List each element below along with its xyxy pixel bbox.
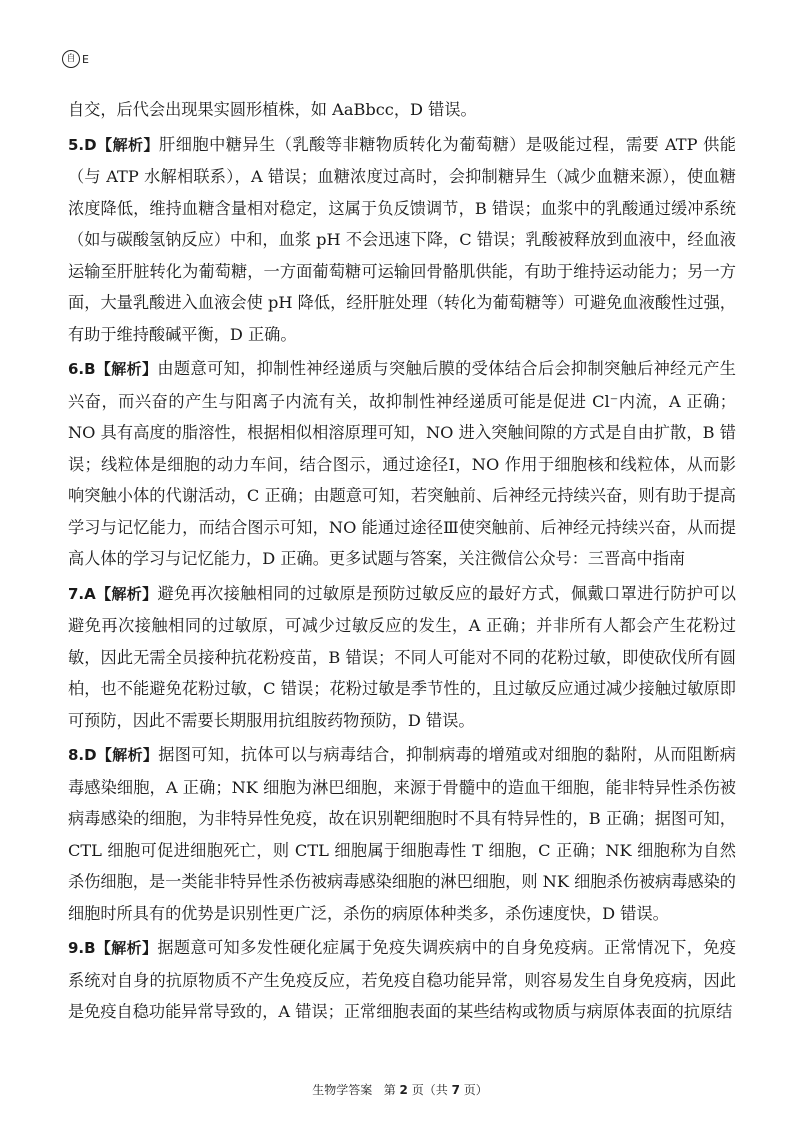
answer-item-8: [68, 739, 736, 929]
answer-number: 5.D: [68, 135, 97, 154]
watermark-logo: [62, 50, 89, 68]
paragraph-text: 肝细胞中糖异生（乳酸等非糖物质转化为葡萄糖）是吸能过程，需要 ATP 供能（与 ATP 水解相联系），A 错误；血糖浓度过高时，会抑制糖异生（减少血糖来源），使血糖浓度降低，维持血糖含量相对稳定，这属于负反馈调节，B 错误；血浆中的乳酸通过缓冲系统（如与碳酸氢钠反应）中和，血浆 pH 不会迅速下降，C 错误；乳酸被释放到血液中，经血液运输至肝脏转化为葡萄糖，一方面葡萄糖可运输回骨骼肌供能，有助于维持运动能力；另一方面，大量乳酸进入血液会使 pH 降低，经肝脏处理（转化为葡萄糖等）可避免血液酸性过强，有助于维持酸碱平衡，D 正确。: [68, 134, 736, 344]
answer-item-5: [68, 129, 736, 351]
answer-number: 8.D: [68, 746, 97, 764]
footer-page-number: 2: [399, 1083, 408, 1097]
analysis-tag: 【解析】: [95, 939, 158, 957]
paragraph-text: 避免再次接触相同的过敏原是预防过敏反应的最好方式，佩戴口罩进行防护可以避免再次接触相同的过敏原，可减少过敏反应的发生，A 正确；并非所有人都会产生花粉过敏，因此无需全员接种抗花粉疫苗，B 错误；不同人可能对不同的花粉过敏，即使砍伐所有圆柏，也不能避免花粉过敏，C 错误；花粉过敏是季节性的，且过敏反应通过减少接触过敏原即可预防，因此不需要长期服用抗组胺药物预防，D 错误。: [68, 583, 736, 730]
answer-item-7: [68, 578, 736, 737]
footer-page-mid: 页（共: [411, 1083, 448, 1097]
paragraph-text: 据图可知，抗体可以与病毒结合，抑制病毒的增殖或对细胞的黏附，从而阻断病毒感染细胞，A 正确；NK 细胞为淋巴细胞，来源于骨髓中的造血干细胞，能非特异性杀伤被病毒感染的细胞，为非特异性免疫，故在识别靶细胞时不具有特异性的，B 正确；据图可知，CTL 细胞可促进细胞死亡，则 CTL 细胞属于细胞毒性 T 细胞，C 正确；NK 细胞称为自然杀伤细胞，是一类能非特异性杀伤被病毒感染细胞的淋巴细胞，则 NK 细胞杀伤被病毒感染的细胞时所具有的优势是识别性更广泛，杀伤的病原体种类多，杀伤速度快，D 错误。: [68, 745, 736, 923]
answer-item-6: [68, 353, 736, 575]
footer-page-suffix: 页）: [463, 1083, 488, 1097]
answer-number: 9.B: [68, 939, 96, 957]
answer-body: [68, 94, 736, 1028]
analysis-tag: 【解析】: [95, 584, 158, 603]
paragraph-text: 据题意可知多发性硬化症属于免疫失调疾病中的自身免疫病。正常情况下，免疫系统对自身的抗原物质不产生免疫反应，若免疫自稳功能异常，则容易发生自身免疫病，因此是免疫自稳功能异常导致的，A 错误；正常细胞表面的某些结构或物质与病原体表面的抗原结: [68, 938, 736, 1021]
paragraph-continuation: [68, 94, 736, 126]
paragraph-text: 由题意可知，抑制性神经递质与突触后膜的受体结合后会抑制突触后神经元产生兴奋，而兴奋的产生与阳离子内流有关，故抑制性神经递质可能是促进 Cl⁻内流，A 正确；NO 具有高度的脂溶性，根据相似相溶原理可知，NO 进入突触间隙的方式是自由扩散，B 错误；线粒体是细胞的动力车间，结合图示，通过途径Ⅰ，NO 作用于细胞核和线粒体，从而影响突触小体的代谢活动，C 正确；由题意可知，若突触前、后神经元持续兴奋，则有助于提高学习与记忆能力，而结合图示可知，NO 能通过途径Ⅲ使突触前、后神经元持续兴奋，从而提高人体的学习与记忆能力，D 正确。更多试题与答案，关注微信公众号：三晋高中指南: [68, 359, 736, 568]
page-footer: [0, 1081, 800, 1098]
footer-subject: 生物学答案: [312, 1083, 373, 1097]
answer-number: 6.B: [68, 360, 96, 378]
footer-total-pages: 7: [451, 1083, 460, 1097]
paragraph-text: 自交，后代会出现果实圆形植株，如 AaBbcc，D 错误。: [68, 100, 477, 119]
analysis-tag: 【解析】: [96, 135, 160, 154]
logo-letter: E: [82, 52, 89, 66]
analysis-tag: 【解析】: [95, 360, 158, 378]
footer-page-prefix: 第: [383, 1083, 396, 1097]
logo-seal-icon: 自: [62, 50, 80, 68]
analysis-tag: 【解析】: [96, 746, 159, 764]
answer-item-9: [68, 932, 736, 1028]
answer-number: 7.A: [68, 584, 96, 603]
